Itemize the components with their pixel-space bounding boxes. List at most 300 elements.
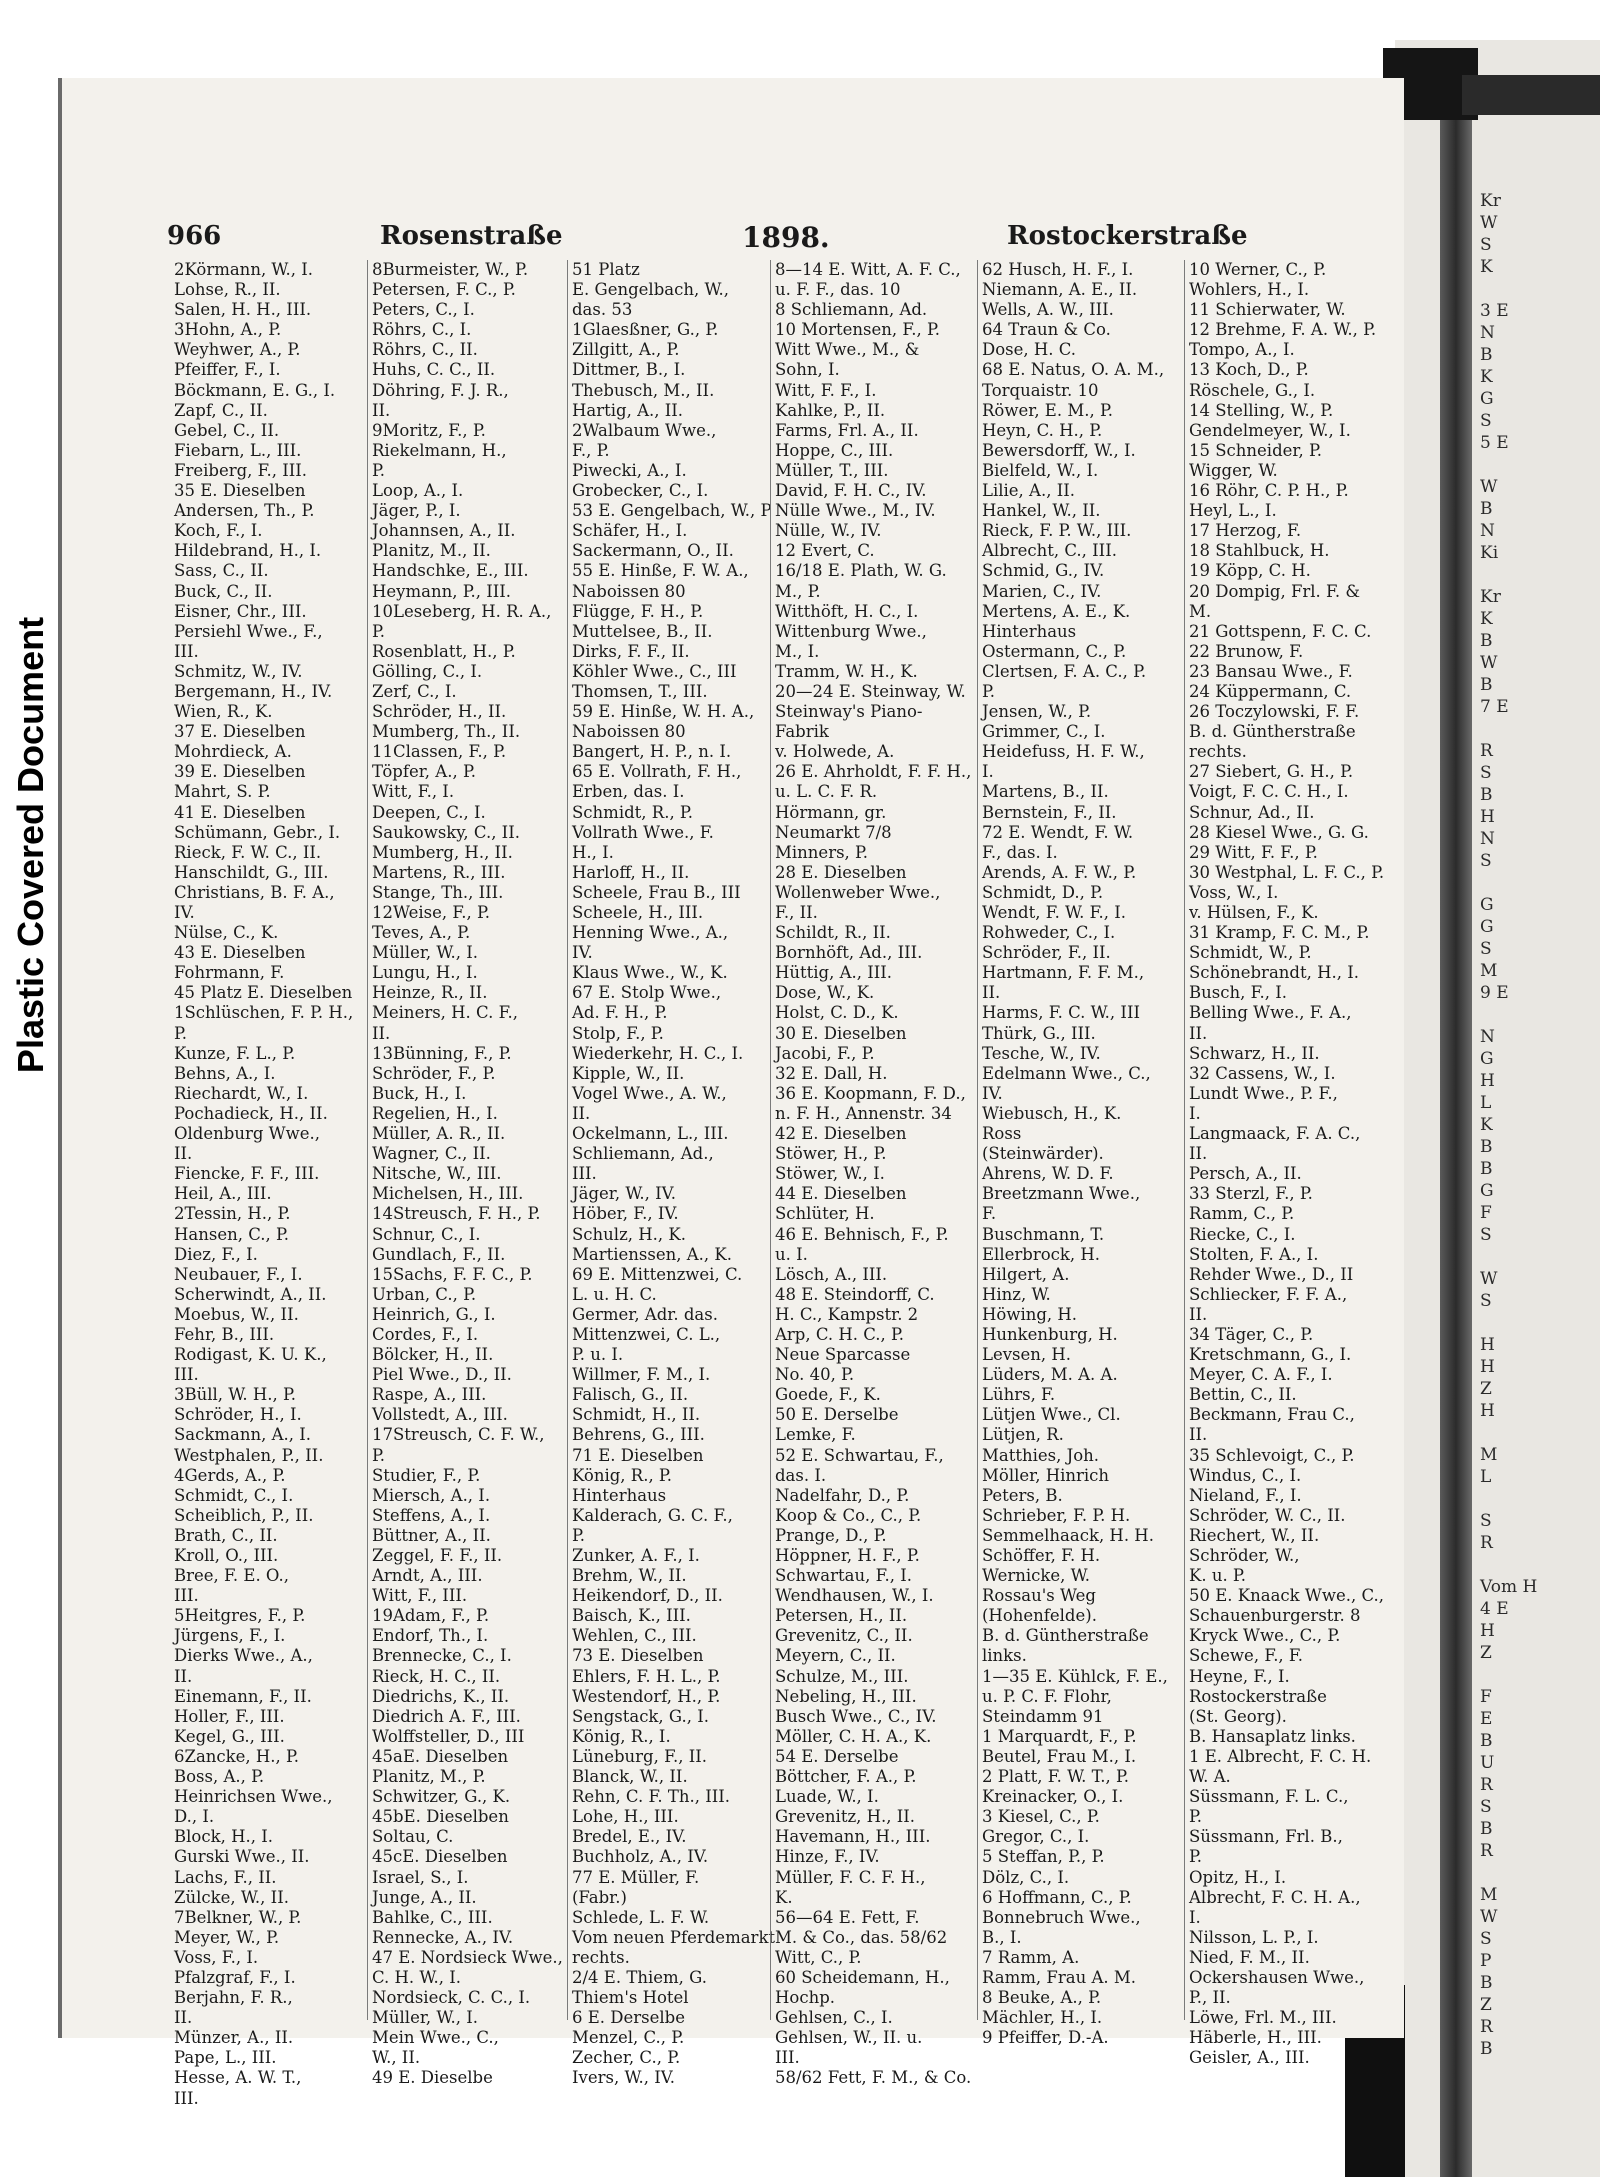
directory-entry: Busch, F., I. [1189,983,1287,1003]
directory-entry: David, F. H. C., IV. [775,481,927,501]
directory-entry: Lösch, A., III. [775,1264,888,1284]
directory-entry: Westendorf, H., P. [572,1686,721,1706]
directory-entry: I. [1189,1103,1201,1123]
directory-entry: Berjahn, F. R., [174,1988,293,2008]
directory-entry: 31 Kramp, F. C. M., P. [1189,923,1370,943]
directory-entry: Tesche, W., IV. [982,1043,1101,1063]
directory-entry: Kalderach, G. C. F., [572,1505,733,1525]
directory-entry: Brennecke, C., I. [372,1646,512,1666]
directory-entry: Ramm, Frau A. M. [982,1967,1137,1987]
directory-page [58,78,1404,2108]
directory-entry: P. [372,1445,386,1465]
directory-entry: Voss, F., I. [174,1947,259,1967]
page-header [62,221,1404,261]
directory-entry: Bredel, E., IV. [572,1827,687,1847]
directory-entry: 35 E. Dieselben [174,481,306,501]
directory-entry: Menzel, C., P. [572,2028,685,2048]
directory-entry: 18 Stahlbuck, H. [1189,541,1330,561]
directory-entry: Mächler, H., I. [982,2008,1103,2028]
directory-entry: Ockershausen Wwe., [1189,1967,1365,1987]
directory-entry: 6Zancke, H., P. [174,1746,300,1766]
directory-entry: Langmaack, F. A. C., [1189,1124,1361,1144]
directory-entry: Peters, C., I. [372,300,475,320]
directory-entry: Endorf, Th., I. [372,1626,489,1646]
directory-entry: u. P. C. F. Flohr, [982,1686,1112,1706]
directory-entry: Huhs, C. C., II. [372,360,496,380]
directory-entry: 24 Küppermann, C. [1189,681,1352,701]
directory-entry: No. 40, P. [775,1365,855,1385]
directory-entry: Gendelmeyer, W., I. [1189,420,1351,440]
directory-entry: IV. [982,1083,1003,1103]
directory-entry: Neumarkt 7/8 [775,822,892,842]
directory-entry: Schewe, F., F. [1189,1646,1304,1666]
directory-entry: 68 E. Natus, O. A. M., [982,360,1165,380]
directory-entry: Martens, B., II. [982,782,1109,802]
directory-entry: 3Hohn, A., P. [174,320,282,340]
directory-entry: Neue Sparcasse [775,1345,911,1365]
directory-entry: Mein Wwe., C., [372,2028,499,2048]
directory-entry: Breetzmann Wwe., [982,1184,1141,1204]
directory-entry: P. [1189,1847,1203,1867]
directory-entry: rechts. [572,1947,630,1967]
directory-entry: Naboissen 80 [572,581,686,601]
directory-entry: Döhring, F. J. R., [372,380,509,400]
directory-entry: das. 53 [572,300,633,320]
directory-entry: Gölling, C., I. [372,661,483,681]
directory-entry: D., I. [174,1807,215,1827]
directory-entry: Diedrichs, K., II. [372,1686,510,1706]
directory-entry: Germer, Adr. das. [572,1304,718,1324]
directory-entry: M. [1189,601,1212,621]
stamp-text: Plastic Covered Document [10,616,51,1074]
directory-entry: Schmitz, W., IV. [174,661,303,681]
directory-entry: Hinze, F., IV. [775,1847,880,1867]
directory-entry: Heymann, P., III. [372,581,511,601]
directory-entry: 77 E. Müller, F. [572,1867,700,1887]
directory-entry: Scheiblich, P., II. [174,1505,314,1525]
directory-entry: II. [1189,1304,1208,1324]
directory-entry: 15 Schneider, P. [1189,440,1322,460]
directory-entry: II. [372,1023,391,1043]
directory-entry: Zunker, A. F., I. [572,1546,700,1565]
directory-entry: Petersen, H., II. [775,1606,908,1626]
directory-entry: links. [982,1646,1027,1666]
directory-entry: 5 Steffan, P., P. [982,1847,1105,1867]
directory-entry: Scheele, H., III. [572,903,704,922]
directory-entry: IV. [174,903,195,922]
directory-entry: Scherwindt, A., II. [174,1284,327,1304]
directory-entry: Dierks Wwe., A., [174,1646,313,1666]
directory-entry: Schröder, W., [1189,1546,1300,1565]
directory-entry: Nilsson, L. P., I. [1189,1927,1319,1947]
directory-entry: Steinway's Piano- [775,702,923,722]
directory-entry: 59 E. Hinße, W. H. A., [572,702,755,722]
directory-entry: Wagner, C., II. [372,1144,491,1164]
directory-entry: Rehn, C. F. Th., III. [572,1787,730,1807]
directory-entry: Koop & Co., C., P. [775,1505,922,1525]
directory-entry: Ellerbrock, H. [982,1244,1100,1264]
directory-entry: Müller, W., I. [372,943,478,963]
directory-entry: Meyern, C., II. [775,1646,896,1666]
directory-entry: Minners, P. [775,842,869,862]
directory-entry: Buchholz, A., IV. [572,1847,709,1867]
directory-entry: Wiebusch, H., K. [982,1103,1122,1123]
directory-entry: Ross [982,1124,1022,1144]
directory-entry: Westphalen, P., II. [174,1445,324,1465]
directory-entry: 10 Mortensen, F., P. [775,320,940,340]
directory-entry: 12 Evert, C. [775,541,875,561]
directory-entry: 65 E. Vollrath, F. H., [572,762,742,782]
directory-entry: Niemann, A. E., II. [982,280,1138,300]
directory-entry: Zerf, C., I. [372,681,457,701]
street-heading-left: Rosenstraße [380,221,563,251]
directory-entry: Hinz, W. [982,1284,1051,1304]
directory-entry: Busch Wwe., C., IV. [775,1706,937,1726]
directory-entry: Dose, W., K. [775,983,875,1003]
directory-entry: 26 Toczylowski, F. F. [1189,702,1360,722]
directory-entry: Nebeling, H., III. [775,1686,917,1706]
directory-entry: 1—35 E. Kühlck, F. E., [982,1666,1168,1686]
directory-entry: Nülle Wwe., M., IV. [775,501,936,521]
directory-entry: u. I. [775,1244,808,1264]
directory-entry: P. [372,460,386,480]
directory-entry: Lilie, A., II. [982,481,1075,501]
directory-entry: Schmidt, D., P. [982,882,1104,902]
directory-entry: Stolten, F. A., I. [1189,1244,1319,1264]
directory-entry: Koch, F., I. [174,521,263,541]
directory-entry: Kahlke, P., II. [775,400,886,420]
directory-entry: Schmidt, C., I. [174,1485,294,1505]
directory-entry: Havemann, H., III. [775,1827,931,1847]
directory-entry: Möller, Hinrich [982,1465,1110,1485]
directory-entry: Behns, A., I. [174,1063,276,1083]
directory-entry: III. [572,1164,597,1184]
directory-entry: Wollenweber Wwe., [775,882,941,902]
directory-entry: II. [1189,1144,1208,1164]
directory-entry: Dölz, C., I. [982,1867,1070,1887]
directory-entry: Bangert, H. P., n. I. [572,742,732,762]
directory-column-6 [1184,260,1400,2068]
directory-entry: Ockelmann, L., III. [572,1124,729,1144]
directory-entry: Hartmann, F. F. M., [982,963,1145,983]
directory-entry: 50 E. Knaack Wwe., C., [1189,1586,1384,1606]
directory-entry: L. u. H. C. [572,1284,657,1304]
directory-entry: II. [1189,1023,1208,1043]
directory-entry: Rohweder, C., I. [982,923,1116,943]
directory-entry: 19 Köpp, C. H. [1189,561,1311,581]
directory-entry: Junge, A., II. [372,1887,477,1907]
directory-entry: Schrieber, F. P. H. [982,1505,1131,1525]
directory-entry: Wehlen, C., III. [572,1626,697,1646]
directory-entry: Bahlke, C., III. [372,1907,493,1927]
directory-entry: 27 Siebert, G. H., P. [1189,762,1354,782]
directory-entry: II. [982,983,1001,1003]
directory-entry: Töpfer, A., P. [372,762,476,782]
directory-entry: Rieck, F. P. W., III. [982,521,1132,541]
directory-entry: B. d. Güntherstraße [982,1626,1149,1646]
directory-entry: Wendhausen, W., I. [775,1586,934,1606]
directory-entry: Jäger, W., IV. [572,1184,676,1204]
directory-entry: Heyl, L., I. [1189,501,1277,521]
directory-entry: Muttelsee, B., II. [572,621,713,641]
directory-entry: Zapf, C., II. [174,400,268,420]
directory-entry: 23 Bansau Wwe., F. [1189,661,1353,681]
directory-entry: Meyer, W., P. [174,1927,280,1947]
directory-entry: König, R., I. [572,1726,671,1746]
directory-entry: Lührs, F. [982,1385,1056,1405]
directory-entry: Rieck, F. W. C., II. [174,842,322,862]
directory-entry: Bielfeld, W., I. [982,460,1099,480]
directory-entry: Nülse, C., K. [174,923,279,943]
directory-entry: Neubauer, F., I. [174,1264,303,1284]
directory-entry: F., II. [775,903,818,922]
directory-entry: 1Glaesßner, G., P. [572,320,719,340]
directory-entry: P. [982,681,996,701]
directory-entry: Persiehl Wwe., F., [174,621,323,641]
directory-column-1 [170,260,367,2108]
directory-entry: Michelsen, H., III. [372,1184,524,1204]
directory-entry: Schmidt, R., P. [572,802,693,822]
directory-entry: Nied, F. M., II. [1189,1947,1310,1967]
directory-entry: Grevenitz, H., II. [775,1807,916,1827]
directory-entry: 16 Röhr, C. P. H., P. [1189,481,1349,501]
directory-entry: Hansen, C., P. [174,1224,289,1244]
directory-entry: Witt, F., I. [372,782,455,802]
directory-entry: 44 E. Dieselben [775,1184,907,1204]
directory-entry: Grobecker, C., I. [572,481,709,501]
directory-entry: Gehlsen, C., I. [775,2008,893,2028]
directory-entry: Harloff, H., II. [572,862,690,882]
directory-entry: Ehlers, F. H. L., P. [572,1666,721,1686]
directory-entry: Thürk, G., III. [982,1023,1096,1043]
directory-entry: 2Körmann, W., I. [174,260,314,279]
directory-entry: Nadelfahr, D., P. [775,1485,910,1505]
directory-entry: 45 Platz E. Dieselben [174,983,353,1003]
directory-entry: Mohrdieck, A. [174,742,292,762]
directory-entry: Eisner, Chr., III. [174,601,307,621]
directory-entry: Sackmann, A., I. [174,1425,312,1445]
directory-entry: Hüttig, A., III. [775,963,893,983]
directory-entry: 1 Marquardt, F., P. [982,1726,1137,1746]
directory-entry: Thiem's Hotel [572,1988,689,2008]
street-heading-right: Rostockerstraße [1007,221,1248,251]
directory-entry: Hinterhaus [982,621,1077,641]
directory-entry: Nordsieck, C. C., I. [372,1988,531,2008]
directory-entry: Schlüter, H. [775,1204,875,1224]
directory-entry: Jäger, P., I. [372,501,461,521]
directory-entry: P., II. [1189,1988,1231,2008]
directory-entry: F., das. I. [982,842,1058,862]
directory-entry: Schwitzer, G., K. [372,1787,511,1807]
directory-entry: Pape, L., III. [174,2048,277,2068]
directory-entry: Weyhwer, A., P. [174,340,301,360]
directory-entry: H., I. [572,842,614,862]
directory-entry: Kretschmann, G., I. [1189,1345,1352,1365]
directory-entry: Nülle, W., IV. [775,521,882,541]
directory-entry: Ad. F. H., P. [572,1003,668,1023]
directory-entry: Gundlach, F., II. [372,1244,506,1264]
directory-entry: Mumberg, Th., II. [372,722,521,742]
directory-entry: Wendt, F. W. F., I. [982,903,1126,922]
directory-entry: König, R., P. [572,1465,672,1485]
directory-entry: Witt Wwe., M., & [775,340,920,360]
directory-entry: Scheele, Frau B., III [572,882,741,902]
directory-entry: 2Tessin, H., P. [174,1204,291,1224]
directory-entry: Hesse, A. W. T., [174,2068,302,2088]
directory-entry: 60 Scheidemann, H., [775,1967,950,1987]
directory-entry: 3Büll, W. H., P. [174,1385,296,1405]
directory-entry: Henning Wwe., A., [572,923,729,943]
directory-entry: Grimmer, C., I. [982,722,1106,742]
directory-entry: Lohe, H., III. [572,1807,679,1827]
directory-entry: III. [174,641,199,661]
directory-entry: Nieland, F., I. [1189,1485,1302,1505]
directory-entry: B. Hansaplatz links. [1189,1726,1356,1746]
directory-entry: Mumberg, H., II. [372,842,513,862]
directory-entry: 32 E. Dall, H. [775,1063,888,1083]
directory-entry: Schulze, M., III. [775,1666,909,1686]
directory-entry: 10 Werner, C., P. [1189,260,1327,279]
directory-entry: Lachs, F., II. [174,1867,277,1887]
directory-entry: Bernstein, F., II. [982,802,1117,822]
directory-entry: Müller, T., III. [775,460,889,480]
directory-entry: 8Burmeister, W., P. [372,260,529,279]
directory-entry: Schröder, H., I. [174,1405,302,1425]
directory-entry: P. u. I. [572,1345,624,1365]
directory-entry: Planitz, M., P. [372,1767,486,1787]
directory-entry: 13Bünning, F., P. [372,1043,512,1063]
directory-entry: Edelmann Wwe., C., [982,1063,1151,1083]
directory-entry: Höber, F., IV. [572,1204,679,1224]
directory-entry: II. [174,2008,193,2028]
directory-entry: Steindamm 91 [982,1706,1104,1726]
directory-entry: Zülcke, W., II. [174,1887,289,1907]
directory-entry: F., P. [572,440,610,460]
directory-entry: Schnur, C., I. [372,1224,481,1244]
directory-entry: Torquaistr. 10 [982,380,1099,400]
directory-entry: Süssmann, F. L. C., [1189,1787,1349,1807]
directory-entry: 20—24 E. Steinway, W. [775,681,966,701]
directory-entry: 54 E. Derselbe [775,1746,899,1766]
directory-entry: C. H. W., I. [372,1967,461,1987]
directory-entry: Schröder, W. C., II. [1189,1505,1346,1525]
directory-entry: Ivers, W., IV. [572,2068,676,2088]
directory-entry: Ahrens, W. D. F. [982,1164,1114,1184]
directory-entry: (Hohenfelde). [982,1606,1097,1626]
directory-entry: Rehder Wwe., D., II [1189,1264,1354,1284]
directory-entry: 45aE. Dieselben [372,1746,509,1766]
directory-entry: Opitz, H., I. [1189,1867,1287,1887]
directory-entry: Zillgitt, A., P. [572,340,680,360]
directory-entry: u. L. C. F. R. [775,782,878,802]
directory-entry: Lungu, H., I. [372,963,478,983]
directory-entry: F. [982,1204,997,1224]
directory-entry: Köhler Wwe., C., III [572,661,737,681]
directory-entry: 55 E. Hinße, F. W. A., [572,561,749,581]
directory-entry: Geisler, A., III. [1189,2048,1310,2068]
directory-entry: Tramm, W. H., K. [775,661,918,681]
directory-entry: 46 E. Behnisch, F., P. [775,1224,949,1244]
directory-entry: 5Heitgres, F., P. [174,1606,306,1626]
directory-entry: Bergemann, H., IV. [174,681,333,701]
directory-entry: Schwarz, H., II. [1189,1043,1320,1063]
directory-entry: 13 Koch, D., P. [1189,360,1309,380]
directory-entry: III. [174,1365,199,1385]
directory-entry: Witthöft, H. C., I. [775,601,919,621]
directory-entry: M., I. [775,641,820,661]
directory-entry: Schauenburgerstr. 8 [1189,1606,1361,1626]
directory-entry: Persch, A., II. [1189,1164,1302,1184]
directory-entry: Bettin, C., II. [1189,1385,1297,1405]
directory-entry: Schröder, F., P. [372,1063,496,1083]
directory-entry: 6 E. Derselbe [572,2008,685,2028]
directory-entry: Müller, A. R., II. [372,1124,506,1144]
directory-entry: Wernicke, W. [982,1566,1090,1586]
directory-entry: 42 E. Dieselben [775,1124,907,1144]
directory-entry: 2Walbaum Wwe., [572,420,717,440]
directory-entry: Schönebrandt, H., I. [1189,963,1359,983]
directory-entry: Hartig, A., II. [572,400,684,420]
directory-entry: 16/18 E. Plath, W. G. [775,561,947,581]
directory-entry: Willmer, F. M., I. [572,1365,711,1385]
directory-entry: 21 Gottspenn, F. C. C. [1189,621,1372,641]
directory-entry: Kipple, W., II. [572,1063,685,1083]
directory-entry: u. F. F., das. 10 [775,280,901,300]
directory-entry: Stöwer, H., P. [775,1144,887,1164]
directory-entry: Matthies, Joh. [982,1445,1100,1465]
directory-entry: (Fabr.) [572,1887,627,1907]
directory-entry: 37 E. Dieselben [174,722,306,742]
directory-entry: Thebusch, M., II. [572,380,715,400]
directory-entry: Cordes, F., I. [372,1324,479,1344]
directory-entry: Loop, A., I. [372,481,464,501]
directory-entry: Diez, F., I. [174,1244,258,1264]
directory-entry: III. [174,1586,199,1606]
directory-entry: Schnur, Ad., II. [1189,802,1315,822]
directory-entry: Christians, B. F. A., [174,882,335,902]
directory-entry: Hoppe, C., III. [775,440,894,460]
directory-entry: Riechardt, W., I. [174,1083,309,1103]
directory-entry: Meyer, C. A. F., I. [1189,1365,1333,1385]
directory-entry: Hörmann, gr. [775,802,887,822]
directory-entry: P. [1189,1807,1203,1827]
directory-entry: Albrecht, F. C. H. A., [1189,1887,1361,1907]
directory-entry: Soltau, C. [372,1827,454,1847]
directory-entry: Büttner, A., II. [372,1525,491,1545]
directory-entry: Hunkenburg, H. [982,1324,1118,1344]
directory-entry: Salen, H. H., III. [174,300,312,320]
directory-entry: 51 Platz [572,260,640,279]
directory-entry: 11 Schierwater, W. [1189,300,1346,320]
directory-entry: Gregor, C., I. [982,1827,1090,1847]
directory-entry: Fabrik [775,722,829,742]
year-heading: 1898. [742,221,830,254]
directory-columns [170,260,1400,2108]
directory-entry: 29 Witt, F. F., P. [1189,842,1318,862]
directory-entry: Dose, H. C. [982,340,1077,360]
directory-entry: E. Gengelbach, W., [572,280,730,300]
page-number: 966 [167,221,222,251]
directory-entry: Stöwer, W., I. [775,1164,885,1184]
directory-entry: Grevenitz, C., II. [775,1626,913,1646]
directory-column-2 [367,260,567,2088]
directory-entry: Heikendorf, D., II. [572,1586,723,1606]
directory-entry: Müller, W., I. [372,2008,478,2028]
directory-entry: Bölcker, H., II. [372,1345,494,1365]
directory-entry: II. [1189,1425,1208,1445]
directory-entry: Windus, C., I. [1189,1465,1302,1485]
directory-entry: 7Belkner, W., P. [174,1907,302,1927]
